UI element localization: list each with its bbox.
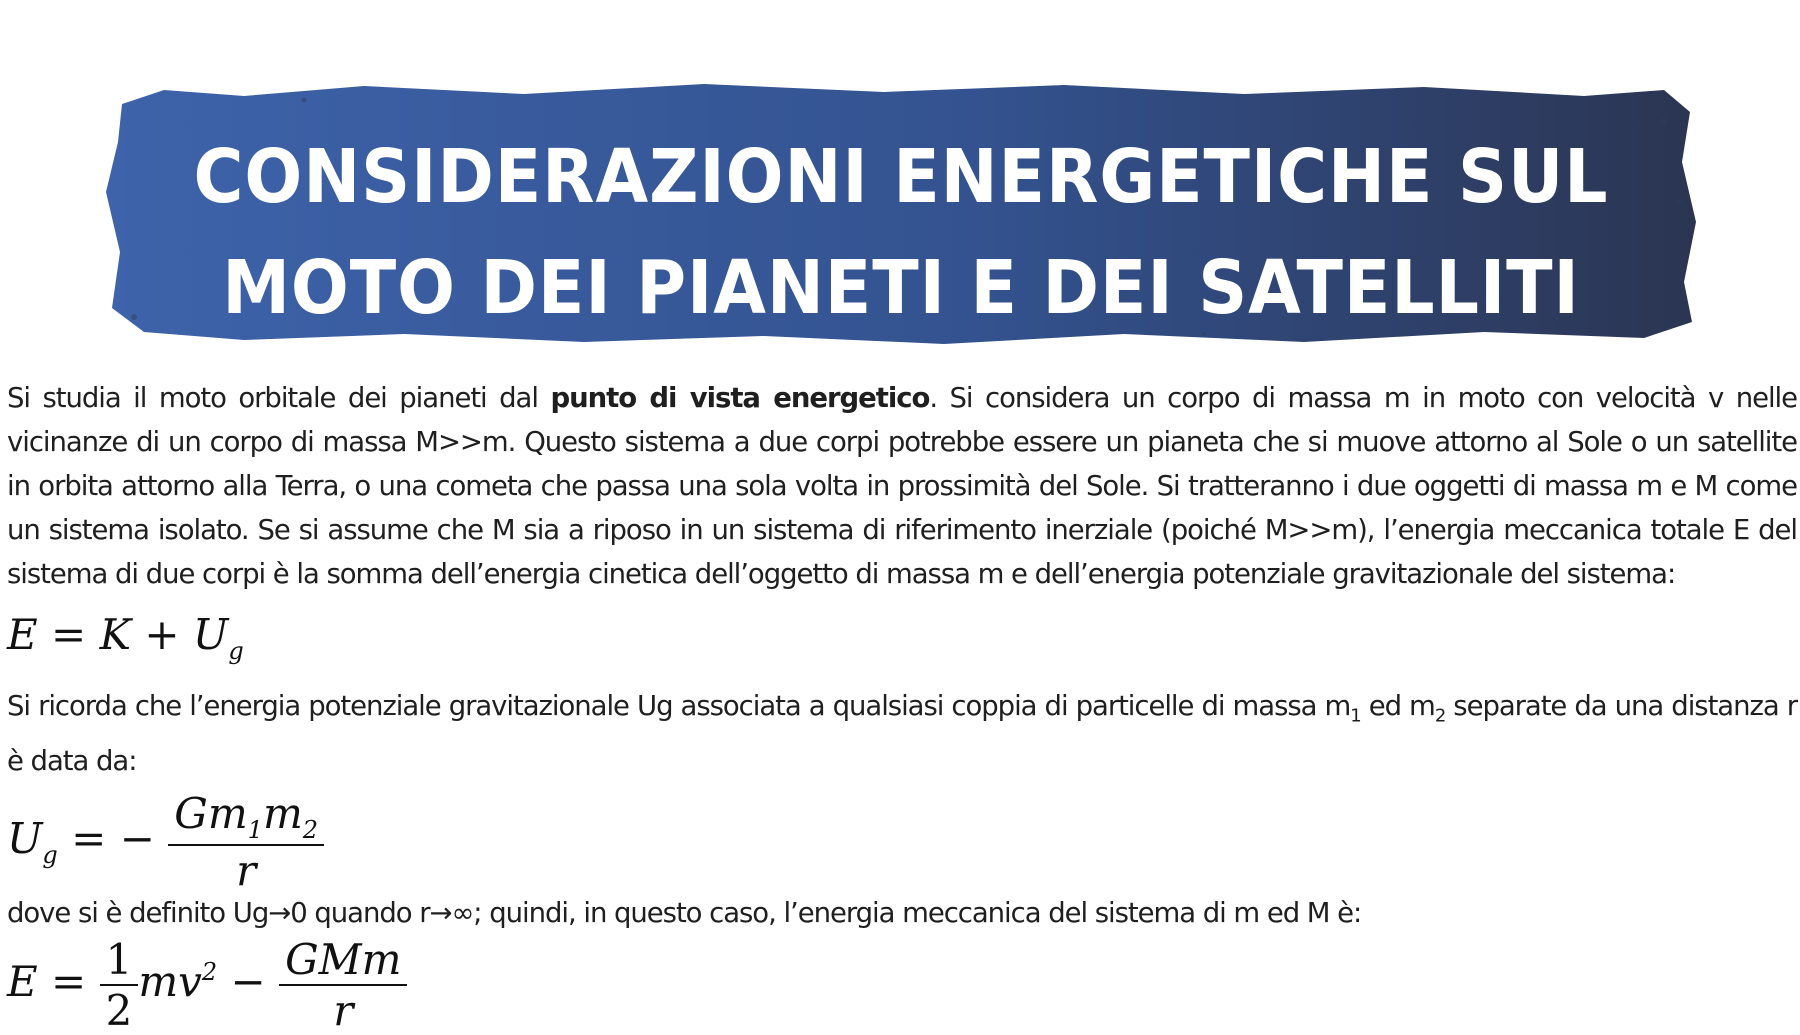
intro-paragraph: [7, 376, 1797, 596]
title-line-1: CONSIDERAZIONI ENERGETICHE SUL: [193, 134, 1609, 220]
para2-text-3: separate da una distanza r è data da:: [7, 690, 1797, 777]
intro-text-2: . Si considera un corpo di massa m in moto con velocità v nelle vicinanze di un corpo di massa M>>m. Questo sistema a due corpi potrebbe essere un pianeta che si muove attorno al Sole o un satellite in orbita attorno alla Terra, o una cometa che passa una sola volta in prossimità del Sole. Si tratteranno i due oggetti di massa m e M come un sistema isolato. Se si assume che M sia a riposo in un sistema di riferimento inerziale (poiché M>>m), l’energia meccanica totale E del sistema di due corpi è la somma dell’energia cinetica dell’oggetto di massa m e dell’energia potenziale gravitazionale del sistema:: [7, 382, 1797, 590]
formula2-minus: −: [119, 813, 155, 863]
potential-energy-paragraph: [7, 684, 1797, 783]
formula2-denominator: r: [168, 844, 324, 895]
formula3-square: 2: [201, 957, 218, 986]
formula3-numerator: GMm: [285, 934, 402, 984]
para2-text-1: Si ricorda che l’energia potenziale gravitazionale Ug associata a qualsiasi coppia di particelle di massa m: [7, 690, 1351, 722]
formula1-kinetic: K: [99, 610, 131, 659]
intro-text-1: Si studia il moto orbitale dei pianeti dal: [7, 382, 551, 414]
page-title: [168, 122, 1634, 344]
formula2-fraction: [168, 789, 324, 895]
title-line-2: MOTO DEI PIANETI E DEI SATELLITI: [222, 245, 1580, 331]
intro-bold-text: punto di vista energetico: [550, 382, 930, 414]
formula2-lhs-subscript: g: [42, 840, 58, 869]
para2-subscript-2: 2: [1434, 705, 1446, 727]
formula2-equals: =: [71, 813, 107, 863]
formula-mechanical-energy: [7, 934, 1797, 1035]
formula1-plus: +: [144, 610, 180, 659]
formula2-numerator: $Gm_1m_2$: [174, 788, 319, 844]
para2-subscript-1: 1: [1350, 705, 1361, 727]
formula3-minus: −: [230, 956, 266, 1006]
formula3-lhs: E: [7, 956, 38, 1006]
formula1-lhs: E: [7, 610, 38, 659]
document-body: [7, 376, 1797, 1035]
formula-energy-sum: [7, 610, 1797, 670]
formula1-potential-subscript: g: [228, 637, 244, 665]
formula3-equals: =: [51, 956, 87, 1006]
formula3-mv: mv: [138, 956, 202, 1006]
formula3-fraction: [279, 935, 407, 1035]
formula3-half-fraction: $\frac{1}{2}$: [100, 935, 139, 1035]
formula1-equals: =: [51, 610, 87, 659]
formula3-denominator: r: [279, 984, 407, 1035]
formula1-potential: U: [192, 610, 229, 659]
formula-gravitational-potential: [7, 788, 1797, 895]
formula2-lhs: U: [7, 813, 43, 863]
definition-paragraph: dove si è definito Ug→0 quando r→∞; quindi, in questo caso, l’energia meccanica del sistema di m ed M è:: [7, 896, 1362, 929]
para2-text-2: ed m: [1360, 690, 1435, 722]
title-banner: [104, 82, 1698, 344]
